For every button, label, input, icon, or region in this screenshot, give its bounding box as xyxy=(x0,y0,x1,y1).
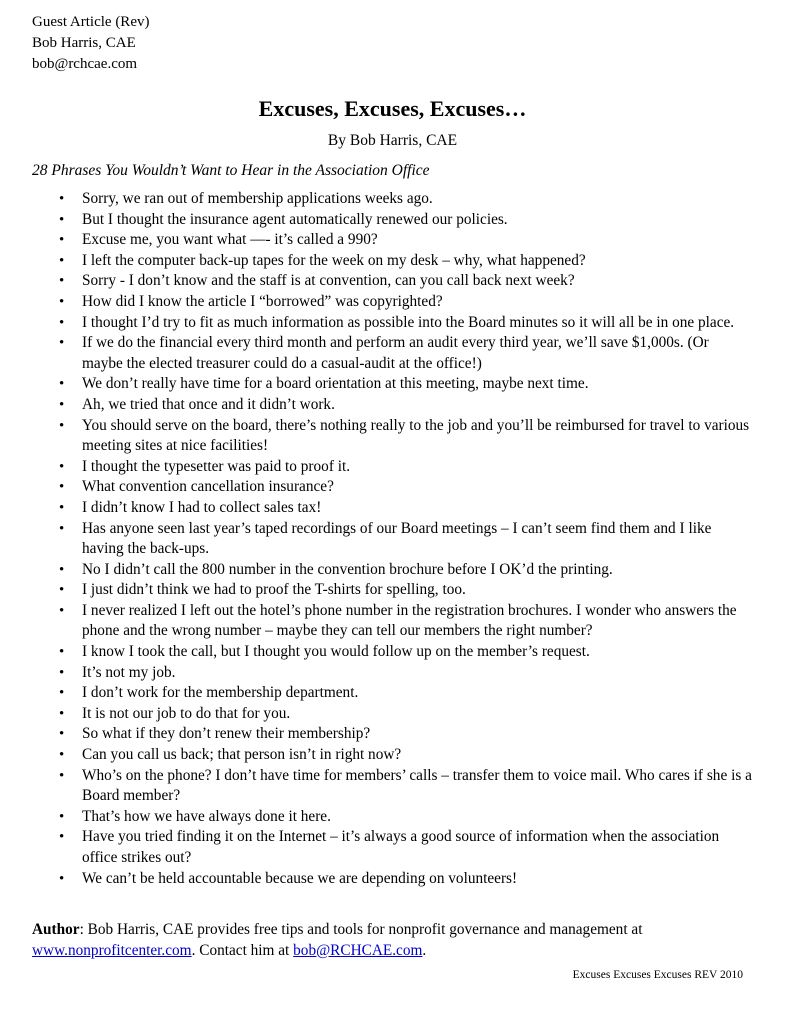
list-item: • Sorry - I don’t know and the staff is at convention, can you call back next week? xyxy=(32,271,752,292)
list-item: • What convention cancellation insurance? xyxy=(32,477,752,498)
list-item: • Has anyone seen last year’s taped recordings of our Board meetings – I can’t seem find them and I like having the back-ups. xyxy=(32,519,752,560)
list-item: • Excuse me, you want what —- it’s called a 990? xyxy=(32,230,752,251)
list-item: • I never realized I left out the hotel’s phone number in the registration brochures. I wonder who answers the phone and the wrong number – maybe they can tell our members the right number? xyxy=(32,601,752,642)
list-item: • Sorry, we ran out of membership applications weeks ago. xyxy=(32,189,752,210)
list-item: • I thought I’d try to fit as much information as possible into the Board minutes so it will all be in one place. xyxy=(32,313,752,334)
header-label: Guest Article (Rev) xyxy=(32,14,150,30)
list-item: • How did I know the article I “borrowed” was copyrighted? xyxy=(32,292,752,313)
page-title: Excuses, Excuses, Excuses… xyxy=(258,96,527,121)
list-item: • You should serve on the board, there’s nothing really to the job and you’ll be reimbursed for travel to various meeting sites at nice facilities! xyxy=(32,416,752,457)
subtitle: 28 Phrases You Wouldn’t Want to Hear in the Association Office xyxy=(32,162,430,179)
list-item: • I thought the typesetter was paid to proof it. xyxy=(32,457,752,478)
list-item: • It’s not my job. xyxy=(32,663,752,684)
list-item: • But I thought the insurance agent automatically renewed our policies. xyxy=(32,210,752,231)
list-item: • Who’s on the phone? I don’t have time for members’ calls – transfer them to voice mail. Who cares if she is a Board member? xyxy=(32,766,752,807)
article-header xyxy=(32,12,149,75)
list-item: • I know I took the call, but I thought you would follow up on the member’s request. xyxy=(32,642,752,663)
author-label: Author xyxy=(32,921,80,938)
list-item: • I don’t work for the membership department. xyxy=(32,683,752,704)
list-item: • It is not our job to do that for you. xyxy=(32,704,752,725)
list-item: • So what if they don’t renew their membership? xyxy=(32,724,752,745)
email-link[interactable]: bob@RCHCAE.com xyxy=(293,941,423,959)
list-item: • We don’t really have time for a board orientation at this meeting, maybe next time. xyxy=(32,374,752,395)
author-note xyxy=(32,920,752,961)
list-item: • If we do the financial every third month and perform an audit every third year, we’ll save $1,000s. (Or maybe the elected treasurer could do a casual-audit at the office!) xyxy=(32,333,752,374)
author-text: : Bob Harris, CAE provides free tips and tools for nonprofit governance and management at xyxy=(79,921,643,938)
author-end: . xyxy=(422,941,427,959)
list-item: • Have you tried finding it on the Internet – it’s always a good source of information when the association office strikes out? xyxy=(32,827,752,868)
list-item: • I didn’t know I had to collect sales tax! xyxy=(32,498,752,519)
list-item: • I left the computer back-up tapes for the week on my desk – why, what happened? xyxy=(32,251,752,272)
list-item: • No I didn’t call the 800 number in the convention brochure before I OK’d the printing. xyxy=(32,560,752,581)
contact-text: . Contact him at xyxy=(191,941,294,959)
header-email: bob@rchcae.com xyxy=(32,56,138,72)
page-footer: Excuses Excuses Excuses REV 2010 xyxy=(572,969,743,981)
header-author: Bob Harris, CAE xyxy=(32,35,136,51)
list-item: • Ah, we tried that once and it didn’t work. xyxy=(32,395,752,416)
list-item: • I just didn’t think we had to proof the T-shirts for spelling, too. xyxy=(32,580,752,601)
phrase-list xyxy=(32,189,752,889)
list-item: • We can’t be held accountable because we are depending on volunteers! xyxy=(32,869,752,890)
website-link[interactable]: www.nonprofitcenter.com xyxy=(32,941,192,959)
byline: By Bob Harris, CAE xyxy=(327,132,458,149)
list-item: • That’s how we have always done it here. xyxy=(32,807,752,828)
list-item: • Can you call us back; that person isn’t in right now? xyxy=(32,745,752,766)
